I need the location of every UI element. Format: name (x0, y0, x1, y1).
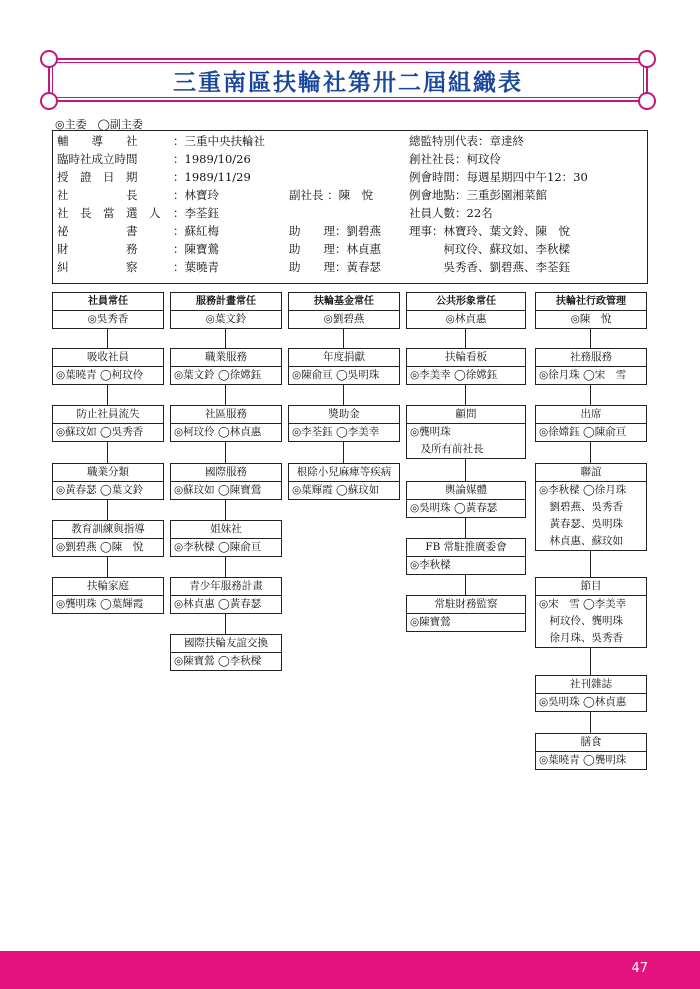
committee-head-chair: ◎吳秀香 (87, 313, 129, 325)
sub-committee-title: 獎助金 (289, 406, 399, 424)
member-line: ◎龔明珠 ◯葉輝霞 (56, 598, 144, 610)
sub-committee-title: 職業服務 (171, 349, 281, 367)
committee-head-chair: ◎陳 悅 (570, 313, 612, 325)
info-value: ：1989/10/26 (173, 152, 251, 166)
info-label: 糾 察 (57, 260, 138, 274)
sub-committee-box (535, 733, 647, 770)
sub-committee-box (170, 405, 282, 442)
sub-committee-box (406, 481, 526, 518)
assistant-secretary: 助 理：劉碧燕 (289, 224, 381, 238)
committee-head-box (406, 292, 526, 329)
sub-committee-box (535, 675, 647, 712)
member-line: ◎葉文鈴 ◯徐嫦鈺 (174, 369, 262, 381)
info-right: 吳秀香、劉碧燕、李荃鈺 (409, 260, 570, 274)
info-right: 理事：林寶玲、葉文鈴、陳 悅 (409, 224, 570, 238)
sub-committee-box (52, 348, 164, 385)
member-line: ◎葉輝霞 ◯蘇玟如 (292, 484, 380, 496)
committee-head-box (170, 292, 282, 329)
sub-committee-box (170, 520, 282, 557)
sub-committee-title: 國際服務 (171, 464, 281, 482)
member-line: ◎李秋樑 ◯陳俞亘 (174, 541, 262, 553)
sub-committee-box (535, 577, 647, 648)
member-line: ◎柯玟伶 ◯林貞惠 (174, 426, 262, 438)
info-value: ：林寶玲 (173, 188, 219, 202)
committee-head-title: 社員常任 (53, 293, 163, 311)
page-title: 三重南區扶輪社第卅二屆組織表 (173, 70, 523, 96)
info-right: 例會時間：每週星期四中午12：30 (409, 170, 588, 184)
committee-head-title: 扶輪社行政管理 (536, 293, 646, 311)
assistant-treasurer: 助 理：林貞惠 (289, 242, 381, 256)
sub-committee-title: 膳食 (536, 734, 646, 752)
sub-committee-box (535, 348, 647, 385)
club-info-table (52, 130, 648, 284)
sub-committee-title: FB 常駐推廣委會 (407, 539, 525, 557)
sub-committee-box (535, 405, 647, 442)
member-line: ◎葉曉青 ◯龔明珠 (539, 754, 627, 766)
sub-committee-title: 根除小兒麻痺等疾病 (289, 464, 399, 482)
member-line: 及所有前社長 (410, 443, 484, 455)
member-line: ◎李美幸 ◯徐嫦鈺 (410, 369, 498, 381)
info-label: 輔 導 社 (57, 134, 138, 148)
member-line: 徐月珠、吳秀香 (539, 632, 623, 644)
sub-committee-title: 聯誼 (536, 464, 646, 482)
sub-committee-title: 青少年服務計畫 (171, 578, 281, 596)
member-line: ◎宋 雪 ◯李美幸 (539, 598, 627, 610)
sub-committee-title: 節目 (536, 578, 646, 596)
committee-head-box (288, 292, 400, 329)
member-line: ◎吳明珠 ◯黃春瑟 (410, 502, 498, 514)
member-line: ◎徐月珠 ◯宋 雪 (539, 369, 627, 381)
info-label: 社 長 (57, 188, 138, 202)
committee-head-title: 公共形象常任 (407, 293, 525, 311)
assistant-sergeant: 助 理：黃春瑟 (289, 260, 381, 274)
committee-head-chair: ◎劉碧燕 (323, 313, 365, 325)
member-line: ◎葉曉青 ◯柯玟伶 (56, 369, 144, 381)
info-label: 授 證 日 期 (57, 170, 138, 184)
info-value: ：葉曉青 (173, 260, 219, 274)
sub-committee-title: 顧問 (407, 406, 525, 424)
member-line: ◎林貞惠 ◯黃春瑟 (174, 598, 262, 610)
sub-committee-title: 出席 (536, 406, 646, 424)
sub-committee-box (288, 405, 400, 442)
sub-committee-box (406, 538, 526, 575)
sub-committee-box (288, 348, 400, 385)
sub-committee-title: 年度捐獻 (289, 349, 399, 367)
committee-head-chair: ◎葉文鈴 (205, 313, 247, 325)
info-label: 祕 書 (57, 224, 138, 238)
member-line: 林貞惠、蘇玟如 (539, 535, 623, 547)
sub-committee-title: 扶輪看板 (407, 349, 525, 367)
member-line: ◎陳寶鶯 ◯李秋樑 (174, 655, 262, 667)
sub-committee-title: 防止社員流失 (53, 406, 163, 424)
sub-committee-box (170, 463, 282, 500)
committee-head-chair: ◎林貞惠 (445, 313, 487, 325)
legend: ◎主委 ◯副主委 (55, 118, 143, 131)
sub-committee-title: 教育訓練與指導 (53, 521, 163, 539)
sub-committee-box (52, 577, 164, 614)
member-line: ◎龔明珠 (410, 426, 451, 438)
committee-head-title: 扶輪基金常任 (289, 293, 399, 311)
committee-head-box (535, 292, 647, 329)
sub-committee-title: 國際扶輪友誼交換 (171, 635, 281, 653)
sub-committee-title: 姐妹社 (171, 521, 281, 539)
member-line: ◎李荃鈺 ◯李美幸 (292, 426, 380, 438)
info-right: 社員人數：22名 (409, 206, 493, 220)
sub-committee-title: 社區服務 (171, 406, 281, 424)
info-right: 例會地點：三重彭園湘菜館 (409, 188, 547, 202)
sub-committee-box (406, 405, 526, 459)
sub-committee-title: 吸收社員 (53, 349, 163, 367)
info-label: 社 長 當 選 人 (57, 206, 161, 220)
member-line: ◎蘇玟如 ◯吳秀香 (56, 426, 144, 438)
sub-committee-box (52, 520, 164, 557)
member-line: ◎李秋樑 (410, 559, 451, 571)
member-line: ◎李秋樑 ◯徐月珠 (539, 484, 627, 496)
member-line: ◎陳寶鶯 (410, 616, 451, 628)
footer-bar (0, 951, 700, 989)
info-label: 臨時社成立時間 (57, 152, 138, 166)
sub-committee-box (170, 577, 282, 614)
sub-committee-box (170, 634, 282, 671)
member-line: ◎吳明珠 ◯林貞惠 (539, 696, 627, 708)
info-right: 總監特別代表：章達終 (409, 134, 524, 148)
sub-committee-box (535, 463, 647, 551)
sub-committee-title: 職業分類 (53, 464, 163, 482)
sub-committee-title: 輿論媒體 (407, 482, 525, 500)
sub-committee-title: 常駐財務監察 (407, 596, 525, 614)
vice-president: 副社長 ：陳 悅 (289, 188, 374, 202)
sub-committee-box (52, 405, 164, 442)
sub-committee-box (406, 348, 526, 385)
sub-committee-box (170, 348, 282, 385)
member-line: ◎蘇玟如 ◯陳寶鶯 (174, 484, 262, 496)
info-right: 創社社長：柯玟伶 (409, 152, 501, 166)
member-line: ◎徐嫦鈺 ◯陳俞亘 (539, 426, 627, 438)
member-line: ◎劉碧燕 ◯陳 悅 (56, 541, 144, 553)
title-banner (48, 58, 648, 102)
sub-committee-title: 社務服務 (536, 349, 646, 367)
info-value: ：1989/11/29 (173, 170, 251, 184)
info-value: ：陳寶鶯 (173, 242, 219, 256)
member-line: 黃春瑟、吳明珠 (539, 518, 623, 530)
member-line: 劉碧燕、吳秀香 (539, 501, 623, 513)
member-line: ◎陳俞亘 ◯吳明珠 (292, 369, 380, 381)
sub-committee-box (406, 595, 526, 632)
page-number: 47 (631, 961, 648, 976)
committee-head-box (52, 292, 164, 329)
committee-head-title: 服務計畫常任 (171, 293, 281, 311)
info-value: ：蘇紅梅 (173, 224, 219, 238)
info-right: 柯玟伶、蘇玟如、李秋樑 (409, 242, 570, 256)
member-line: ◎黃春瑟 ◯葉文鈴 (56, 484, 144, 496)
info-value: ：李荃鈺 (173, 206, 219, 220)
info-label: 財 務 (57, 242, 138, 256)
info-value: ：三重中央扶輪社 (173, 134, 265, 148)
sub-committee-title: 扶輪家庭 (53, 578, 163, 596)
sub-committee-box (52, 463, 164, 500)
sub-committee-box (288, 463, 400, 500)
sub-committee-title: 社刊雜誌 (536, 676, 646, 694)
member-line: 柯玟伶、龔明珠 (539, 615, 623, 627)
